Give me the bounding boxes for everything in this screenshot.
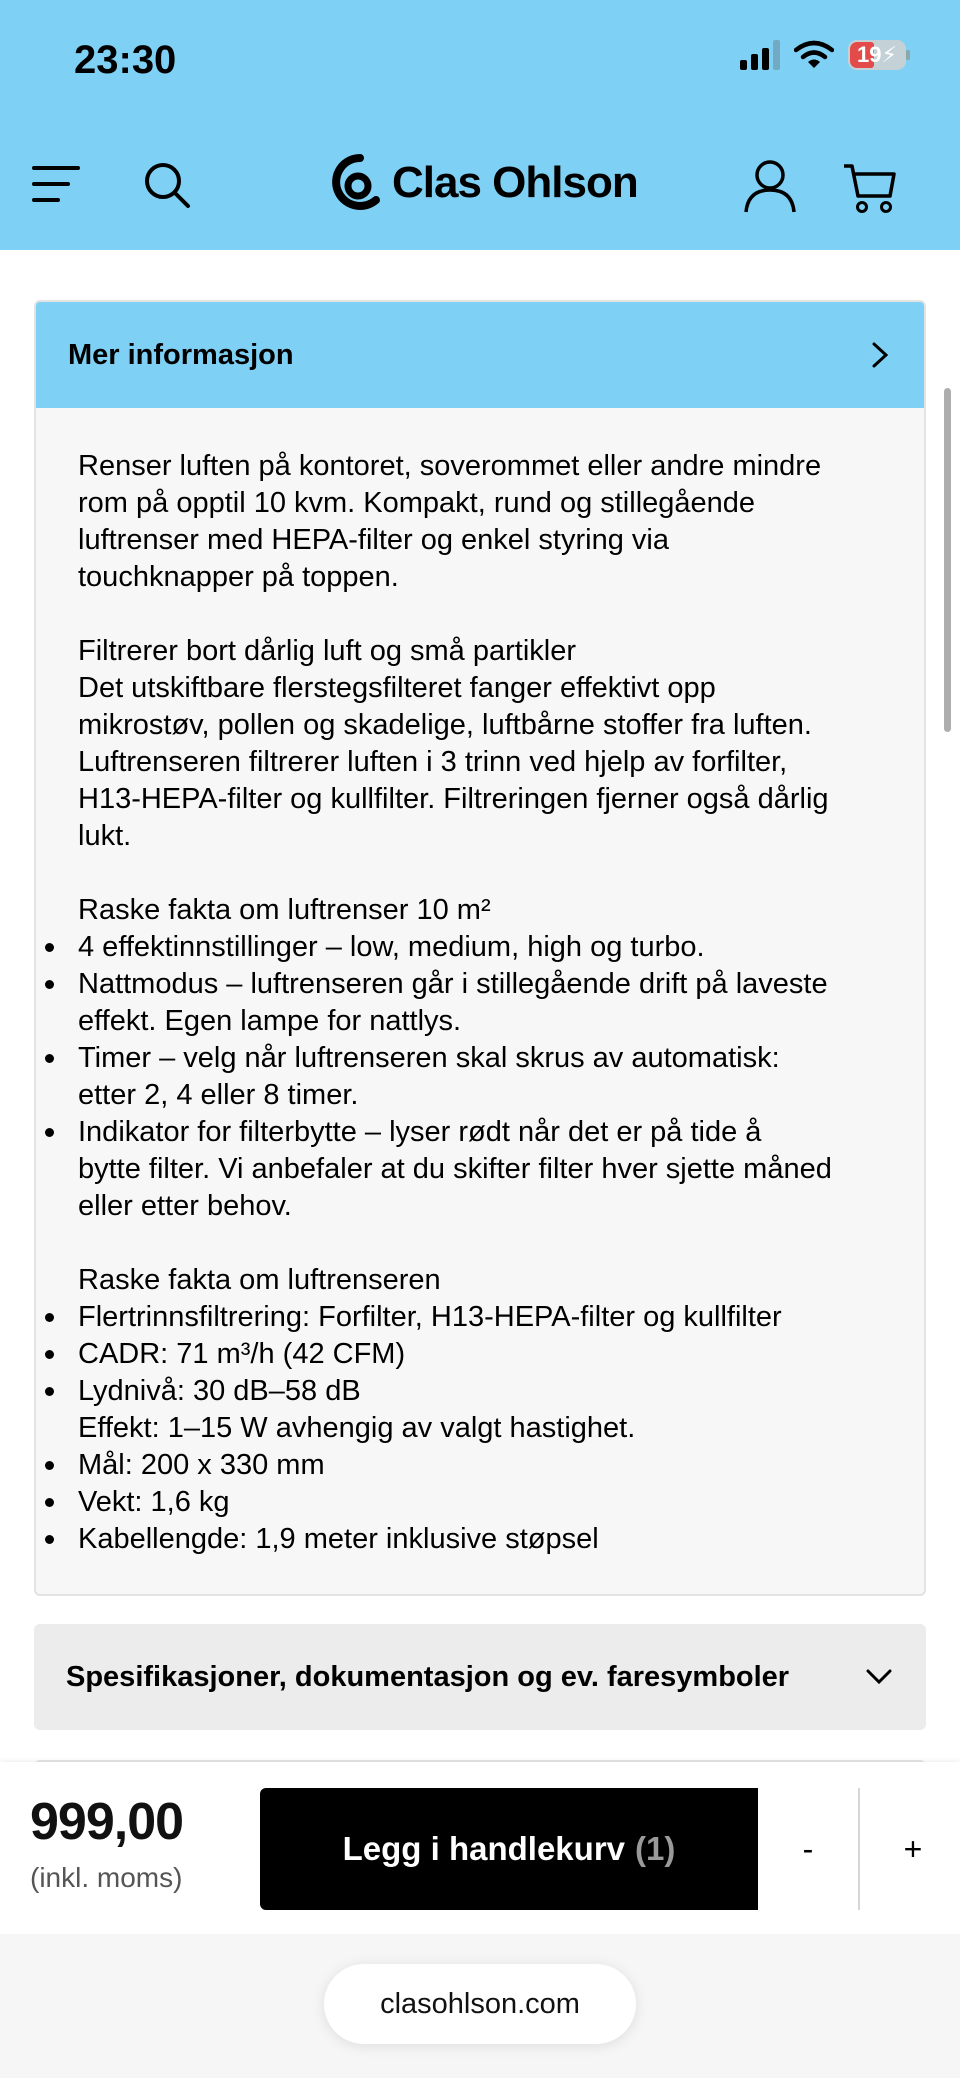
increase-quantity-button[interactable]: +: [862, 1788, 960, 1910]
text-line: Det utskiftbare flerstegsfilteret fanger effektivt opp: [78, 672, 716, 704]
cart-icon[interactable]: [842, 160, 898, 216]
list-item: [78, 1299, 884, 1336]
buy-bar: [0, 1762, 960, 1934]
text-line: 4 effektinnstillinger – low, medium, high og turbo.: [78, 931, 705, 963]
text-line: Lydnivå: 30 dB–58 dB: [78, 1375, 361, 1407]
brand-logo-icon: [330, 152, 382, 214]
chevron-down-icon: [864, 1665, 894, 1689]
text-line: touchknapper på toppen.: [78, 561, 399, 593]
chevron-right-icon: [868, 340, 892, 370]
text-line: Flertrinnsfiltrering: Forfilter, H13-HEPA-filter og kullfilter: [78, 1301, 782, 1333]
signal-icon: [740, 40, 780, 70]
text-line: eller etter behov.: [78, 1190, 292, 1222]
more-info-body: [36, 408, 924, 1558]
list-item: [78, 1114, 884, 1225]
list-item: [78, 1040, 884, 1114]
menu-icon[interactable]: [32, 166, 80, 202]
list-item: [78, 1336, 884, 1373]
facts2-list: [78, 1299, 884, 1558]
filter-section: [78, 633, 884, 855]
price-note: (inkl. moms): [30, 1862, 183, 1893]
add-to-cart-count: (1): [635, 1830, 676, 1867]
list-item: [78, 929, 884, 966]
status-time: 23:30: [74, 38, 177, 82]
text-line: Kabellengde: 1,9 meter inklusive støpsel: [78, 1523, 599, 1555]
site-header: [0, 140, 960, 230]
text-line: lukt.: [78, 820, 132, 852]
text-line: mikrostøv, pollen og skadelige, luftbårne stoffer fra luften.: [78, 709, 812, 741]
text-line: Indikator for filterbytte – lyser rødt når det er på tide å: [78, 1116, 762, 1148]
price: 999,00: [30, 1793, 184, 1851]
text-line: bytte filter. Vi anbefaler at du skifter filter hver sjette måned: [78, 1153, 832, 1185]
add-to-cart-label: Legg i handlekurv: [342, 1830, 626, 1867]
intro-text: [78, 448, 884, 596]
brand-name: Clas Ohlson: [392, 158, 638, 207]
text-line: effekt. Egen lampe for nattlys.: [78, 1005, 462, 1037]
scrollbar[interactable]: [944, 388, 951, 732]
text-line: rom på opptil 10 kvm. Kompakt, rund og stillegående: [78, 487, 756, 519]
status-icons: [740, 40, 910, 70]
facts2-heading: Raske fakta om luftrenseren: [78, 1264, 441, 1296]
text-line: Effekt: 1–15 W avhengig av valgt hastighet.: [78, 1412, 636, 1444]
facts1-heading: Raske fakta om luftrenser 10 m²: [78, 894, 491, 926]
facts2-section: [78, 1262, 884, 1558]
text-line: CADR: 71 m³/h (42 CFM): [78, 1338, 406, 1370]
search-icon[interactable]: [142, 160, 192, 210]
top-bar: [0, 0, 960, 250]
list-item: [78, 966, 884, 1040]
user-icon[interactable]: [742, 158, 798, 214]
brand-logo[interactable]: [330, 152, 638, 214]
specs-title: Spesifikasjoner, dokumentasjon og ev. faresymboler: [66, 1660, 790, 1693]
list-item: [78, 1447, 884, 1484]
more-info-panel: [34, 300, 926, 1596]
text-line: Vekt: 1,6 kg: [78, 1486, 230, 1518]
facts1-list: [78, 929, 884, 1225]
text-line: Timer – velg når luftrenseren skal skrus av automatisk:: [78, 1042, 780, 1074]
decrease-quantity-button[interactable]: -: [758, 1788, 860, 1910]
text-line: Nattmodus – luftrenseren går i stillegående drift på laveste: [78, 968, 828, 1000]
more-info-title: Mer informasjon: [68, 338, 294, 371]
battery-icon: 19 ⚡: [848, 40, 906, 70]
facts1-section: [78, 892, 884, 1225]
filter-heading: Filtrerer bort dårlig luft og små partikler: [78, 635, 576, 667]
text-line: Mål: 200 x 330 mm: [78, 1449, 325, 1481]
list-item: [78, 1373, 884, 1410]
text-line: H13-HEPA-filter og kullfilter. Filtreringen fjerner også dårlig: [78, 783, 829, 815]
specs-accordion[interactable]: [34, 1624, 926, 1730]
text-line: Luftrenseren filtrerer luften i 3 trinn ved hjelp av forfilter,: [78, 746, 788, 778]
list-item: [78, 1521, 884, 1558]
list-item: [78, 1410, 884, 1447]
wifi-icon: [794, 40, 834, 70]
text-line: Renser luften på kontoret, soverommet eller andre mindre: [78, 450, 822, 482]
list-item: [78, 1484, 884, 1521]
text-line: luftrenser med HEPA-filter og enkel styring via: [78, 524, 669, 556]
text-line: etter 2, 4 eller 8 timer.: [78, 1079, 359, 1111]
more-info-header[interactable]: [36, 302, 924, 408]
url-bar[interactable]: clasohlson.com: [324, 1964, 636, 2044]
battery-level: 19: [857, 42, 882, 67]
add-to-cart-button[interactable]: [260, 1788, 758, 1910]
